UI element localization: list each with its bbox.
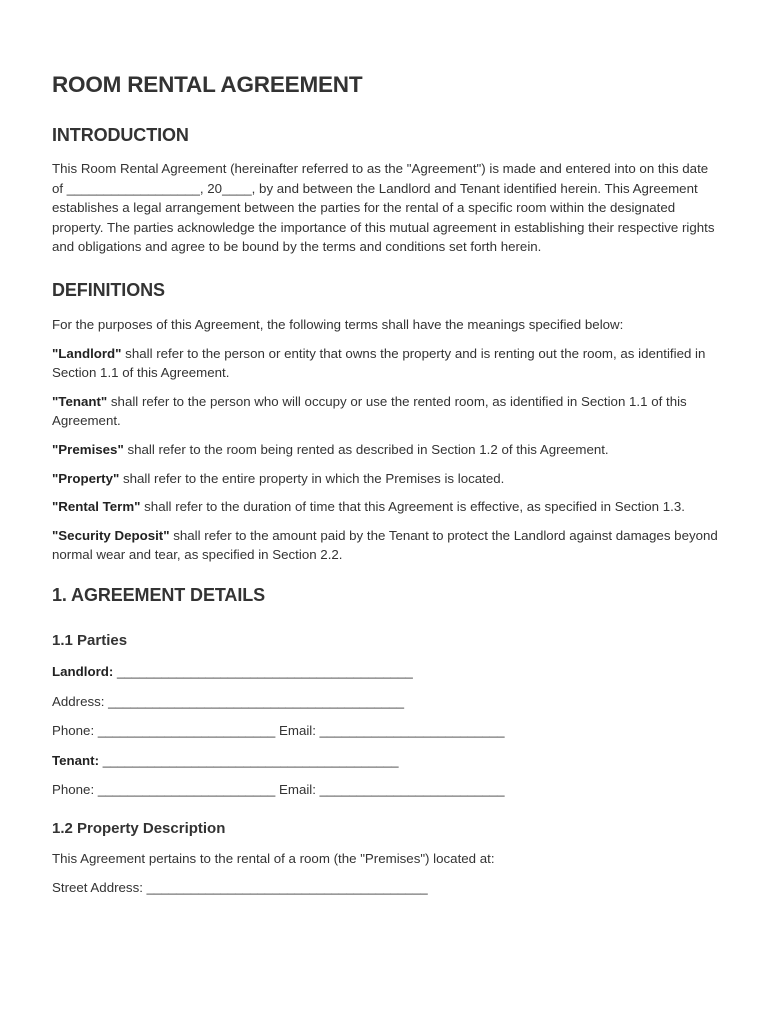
tenant-field [52,751,718,771]
definitions-heading: DEFINITIONS [52,279,165,300]
introduction-heading: INTRODUCTION [52,125,189,145]
definition-text: shall refer to the entire property in which the Premises is located. [119,470,505,486]
introduction-paragraph: This Room Rental Agreement (hereinafter referred to as the "Agreement") is made and entered into on this date of __________________, 20____, by and between the Landlord and Tenant identified herein. This Agreement establishes a legal arrangement between the parties for the rental of a specific room within the designated property. The parties acknowledge the importance of this mutual agreement in establishing their respective rights and obligations and agree to be bound by the terms and conditions set forth herein. [52,161,715,255]
definition-text: shall refer to the person or entity that owns the property and is renting out the room, as identified in Section 1.1 of this Agreement. [52,345,706,381]
parties-heading: 1.1 Parties [52,631,128,649]
definition-term: "Property" [52,470,120,486]
definition-term: "Security Deposit" [52,527,170,543]
tenant-blank: ________________________________________ [99,752,399,768]
definition-text: shall refer to the duration of time that this Agreement is effective, as specified in Section 1.3. [140,499,685,515]
definition-tenant [52,392,718,431]
tenant-phone-email-field: Phone: ________________________ Email: _________________________ [52,782,505,798]
property-description-heading: 1.2 Property Description [52,819,226,837]
definitions-intro: For the purposes of this Agreement, the following terms shall have the meanings specified below: [52,316,624,332]
address-field: Address: ________________________________________ [52,693,404,709]
agreement-details-heading: 1. AGREEMENT DETAILS [52,584,266,605]
property-description-paragraph: This Agreement pertains to the rental of a room (the "Premises") located at: [52,850,495,866]
landlord-blank: ________________________________________ [113,663,413,679]
definition-text: shall refer to the room being rented as described in Section 1.2 of this Agreement. [123,441,609,457]
street-address-field: Street Address: ______________________________________ [52,880,428,896]
definition-property [52,469,718,489]
definition-security-deposit [52,526,718,565]
definition-landlord [52,344,718,383]
landlord-field [52,662,718,682]
document-title: ROOM RENTAL AGREEMENT [52,72,363,97]
landlord-phone-email-field: Phone: ________________________ Email: _________________________ [52,723,505,739]
definition-text: shall refer to the amount paid by the Tenant to protect the Landlord against damages beyond normal wear and tear, as specified in Section 2.2. [52,527,718,563]
definition-text: shall refer to the person who will occupy or use the rented room, as identified in Section 1.1 of this Agreement. [52,393,687,429]
definition-term: "Tenant" [52,393,108,409]
definition-rental-term [52,497,718,517]
definition-premises [52,440,718,460]
tenant-label: Tenant: [52,752,100,768]
definition-term: "Landlord" [52,345,122,361]
definition-term: "Premises" [52,441,124,457]
landlord-label: Landlord: [52,663,114,679]
definition-term: "Rental Term" [52,499,141,515]
